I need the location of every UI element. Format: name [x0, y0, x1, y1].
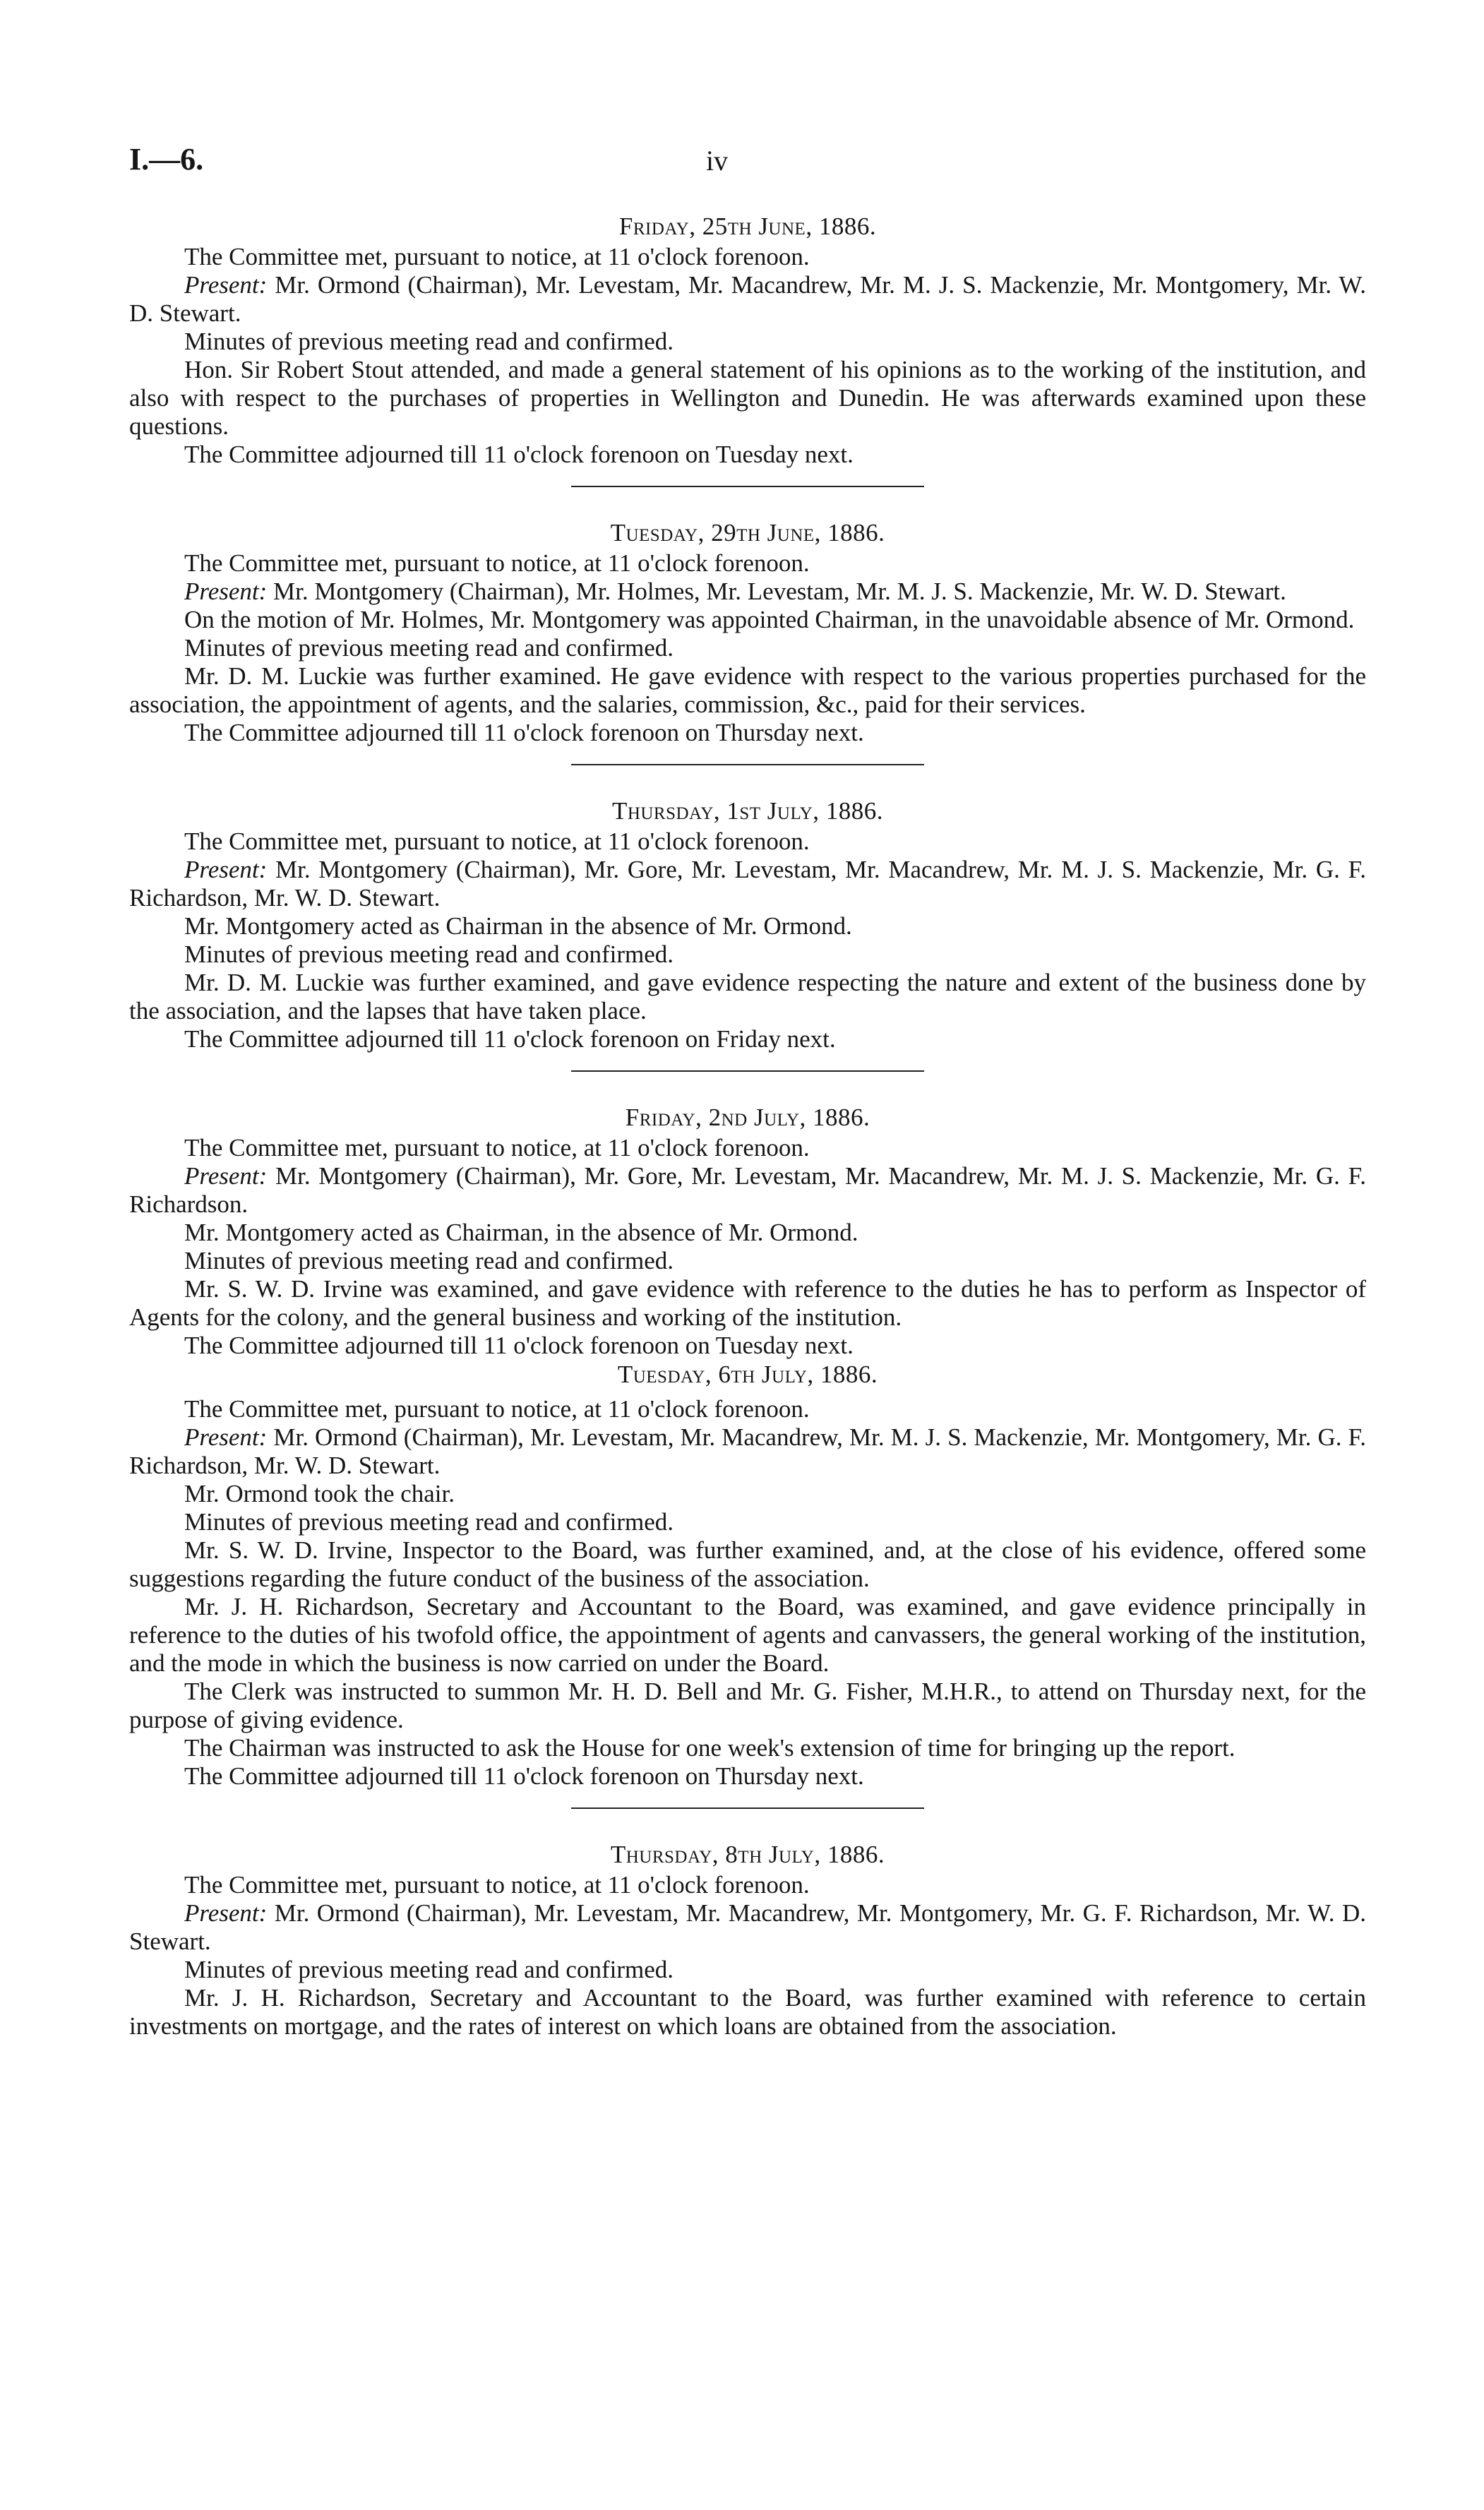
- present-label: Present:: [184, 271, 268, 299]
- section-divider: [571, 764, 924, 765]
- minute-paragraph: The Committee adjourned till 11 o'clock forenoon on Tuesday next.: [184, 441, 854, 468]
- session-met-line: The Committee met, pursuant to notice, at 11 o'clock forenoon.: [184, 1395, 810, 1423]
- minute-paragraph: Minutes of previous meeting read and confirmed.: [184, 1956, 674, 1983]
- session-heading: Tuesday, 6th July, 1886.: [617, 1361, 878, 1388]
- minute-paragraph: The Committee adjourned till 11 o'clock forenoon on Thursday next.: [184, 719, 864, 746]
- minute-paragraph: Mr. S. W. D. Irvine, Inspector to the Board, was further examined, and, at the close of his evidence, offered some suggestions regarding the future conduct of the business of the association.: [129, 1536, 1366, 1592]
- present-label: Present:: [184, 1899, 268, 1927]
- minute-paragraph: Mr. J. H. Richardson, Secretary and Accountant to the Board, was further examined with reference to certain investments on mortgage, and the rates of interest on which loans are obtained from the association.: [129, 1984, 1366, 2040]
- page-header: [0, 141, 1484, 184]
- session-heading: Friday, 25th June, 1886.: [618, 213, 877, 240]
- present-members: Mr. Ormond (Chairman), Mr. Levestam, Mr. Macandrew, Mr. Montgomery, Mr. G. F. Richardson, Mr. W. D. Stewart.: [129, 1899, 1366, 1955]
- present-line: [129, 578, 1366, 606]
- minute-paragraph: Minutes of previous meeting read and confirmed.: [184, 328, 674, 355]
- present-label: Present:: [184, 1162, 268, 1190]
- present-members: Mr. Ormond (Chairman), Mr. Levestam, Mr. Macandrew, Mr. M. J. S. Mackenzie, Mr. Montgomery, Mr. W. D. Stewart.: [129, 271, 1366, 327]
- minute-paragraph: Mr. S. W. D. Irvine was examined, and gave evidence with reference to the duties he has to perform as Inspector of Agents for the colony, and the general business and working of the institution.: [129, 1275, 1366, 1331]
- document-reference: I.—6.: [129, 142, 204, 177]
- present-members: Mr. Montgomery (Chairman), Mr. Holmes, Mr. Levestam, Mr. M. J. S. Mackenzie, Mr. W. D. Stewart.: [267, 578, 1286, 605]
- section-divider: [571, 1807, 924, 1809]
- minute-paragraph: Minutes of previous meeting read and confirmed.: [184, 1508, 674, 1536]
- session-heading: Friday, 2nd July, 1886.: [625, 1104, 870, 1131]
- present-label: Present:: [184, 1423, 268, 1451]
- present-members: Mr. Montgomery (Chairman), Mr. Gore, Mr. Levestam, Mr. Macandrew, Mr. M. J. S. Mackenzie, Mr. G. F. Richardson.: [129, 1162, 1366, 1218]
- minute-paragraph: The Clerk was instructed to summon Mr. H. D. Bell and Mr. G. Fisher, M.H.R., to attend on Thursday next, for the purpose of giving evidence.: [129, 1678, 1366, 1733]
- session-friday-2-july: [129, 1103, 1366, 1360]
- session-met-line: The Committee met, pursuant to notice, at 11 o'clock forenoon.: [184, 1134, 810, 1161]
- minute-paragraph: The Committee adjourned till 11 o'clock forenoon on Thursday next.: [184, 1762, 864, 1790]
- minute-paragraph: The Committee adjourned till 11 o'clock forenoon on Friday next.: [184, 1025, 836, 1053]
- present-line: [129, 1899, 1366, 1956]
- minute-paragraph: Mr. Montgomery acted as Chairman in the absence of Mr. Ormond.: [184, 912, 852, 940]
- minute-paragraph: Hon. Sir Robert Stout attended, and made a general statement of his opinions as to the working of the institution, and also with respect to the purchases of properties in Wellington and Dunedin. He was afterwards examined upon these questions.: [129, 356, 1366, 440]
- section-divider: [571, 486, 924, 487]
- minute-paragraph: The Chairman was instructed to ask the House for one week's extension of time for bringing up the report.: [184, 1734, 1235, 1762]
- present-line: [129, 1423, 1366, 1480]
- minute-paragraph: Mr. D. M. Luckie was further examined. He gave evidence with respect to the various properties purchased for the association, the appointment of agents, and the salaries, commission, &c., paid for their services.: [129, 662, 1366, 718]
- minute-paragraph: On the motion of Mr. Holmes, Mr. Montgomery was appointed Chairman, in the unavoidable absence of Mr. Ormond.: [184, 606, 1355, 633]
- session-thursday-8-july: [129, 1840, 1366, 2040]
- minute-paragraph: Mr. Ormond took the chair.: [184, 1480, 455, 1507]
- session-heading: Thursday, 1st July, 1886.: [611, 797, 884, 825]
- session-met-line: The Committee met, pursuant to notice, at 11 o'clock forenoon.: [184, 549, 810, 577]
- page-number: iv: [706, 145, 729, 177]
- minute-paragraph: Minutes of previous meeting read and confirmed.: [184, 634, 674, 662]
- session-heading: Thursday, 8th July, 1886.: [610, 1841, 885, 1868]
- present-label: Present:: [184, 856, 268, 883]
- present-line: [129, 271, 1366, 328]
- minute-paragraph: The Committee adjourned till 11 o'clock forenoon on Tuesday next.: [184, 1332, 854, 1359]
- session-thursday-1-july: [129, 796, 1366, 1053]
- present-members: Mr. Ormond (Chairman), Mr. Levestam, Mr. Macandrew, Mr. M. J. S. Mackenzie, Mr. Montgomery, Mr. G. F. Richardson, Mr. W. D. Stewart.: [129, 1423, 1366, 1479]
- session-heading: Tuesday, 29th June, 1886.: [610, 519, 885, 546]
- session-met-line: The Committee met, pursuant to notice, at 11 o'clock forenoon.: [184, 243, 810, 270]
- section-divider: [571, 1070, 924, 1072]
- session-tuesday-6-july: [129, 1360, 1366, 1791]
- session-met-line: The Committee met, pursuant to notice, at 11 o'clock forenoon.: [184, 1871, 810, 1899]
- session-met-line: The Committee met, pursuant to notice, at 11 o'clock forenoon.: [184, 827, 810, 855]
- session-tuesday-29-june: [129, 518, 1366, 747]
- present-members: Mr. Montgomery (Chairman), Mr. Gore, Mr. Levestam, Mr. Macandrew, Mr. M. J. S. Mackenzie, Mr. G. F. Richardson, Mr. W. D. Stewart.: [129, 856, 1366, 912]
- minute-paragraph: Minutes of previous meeting read and confirmed.: [184, 940, 674, 968]
- minutes-body: [129, 212, 1366, 2040]
- session-friday-25-june: [129, 212, 1366, 469]
- minute-paragraph: Mr. J. H. Richardson, Secretary and Accountant to the Board, was examined, and gave evidence principally in reference to the duties of his twofold office, the appointment of agents and canvassers, the general working of the institution, and the mode in which the business is now carried on under the Board.: [129, 1593, 1366, 1677]
- present-label: Present:: [184, 578, 268, 605]
- minute-paragraph: Minutes of previous meeting read and confirmed.: [184, 1247, 674, 1274]
- present-line: [129, 1162, 1366, 1219]
- present-line: [129, 856, 1366, 912]
- minute-paragraph: Mr. D. M. Luckie was further examined, and gave evidence respecting the nature and extent of the business done by the association, and the lapses that have taken place.: [129, 969, 1366, 1024]
- minute-paragraph: Mr. Montgomery acted as Chairman, in the absence of Mr. Ormond.: [184, 1219, 858, 1246]
